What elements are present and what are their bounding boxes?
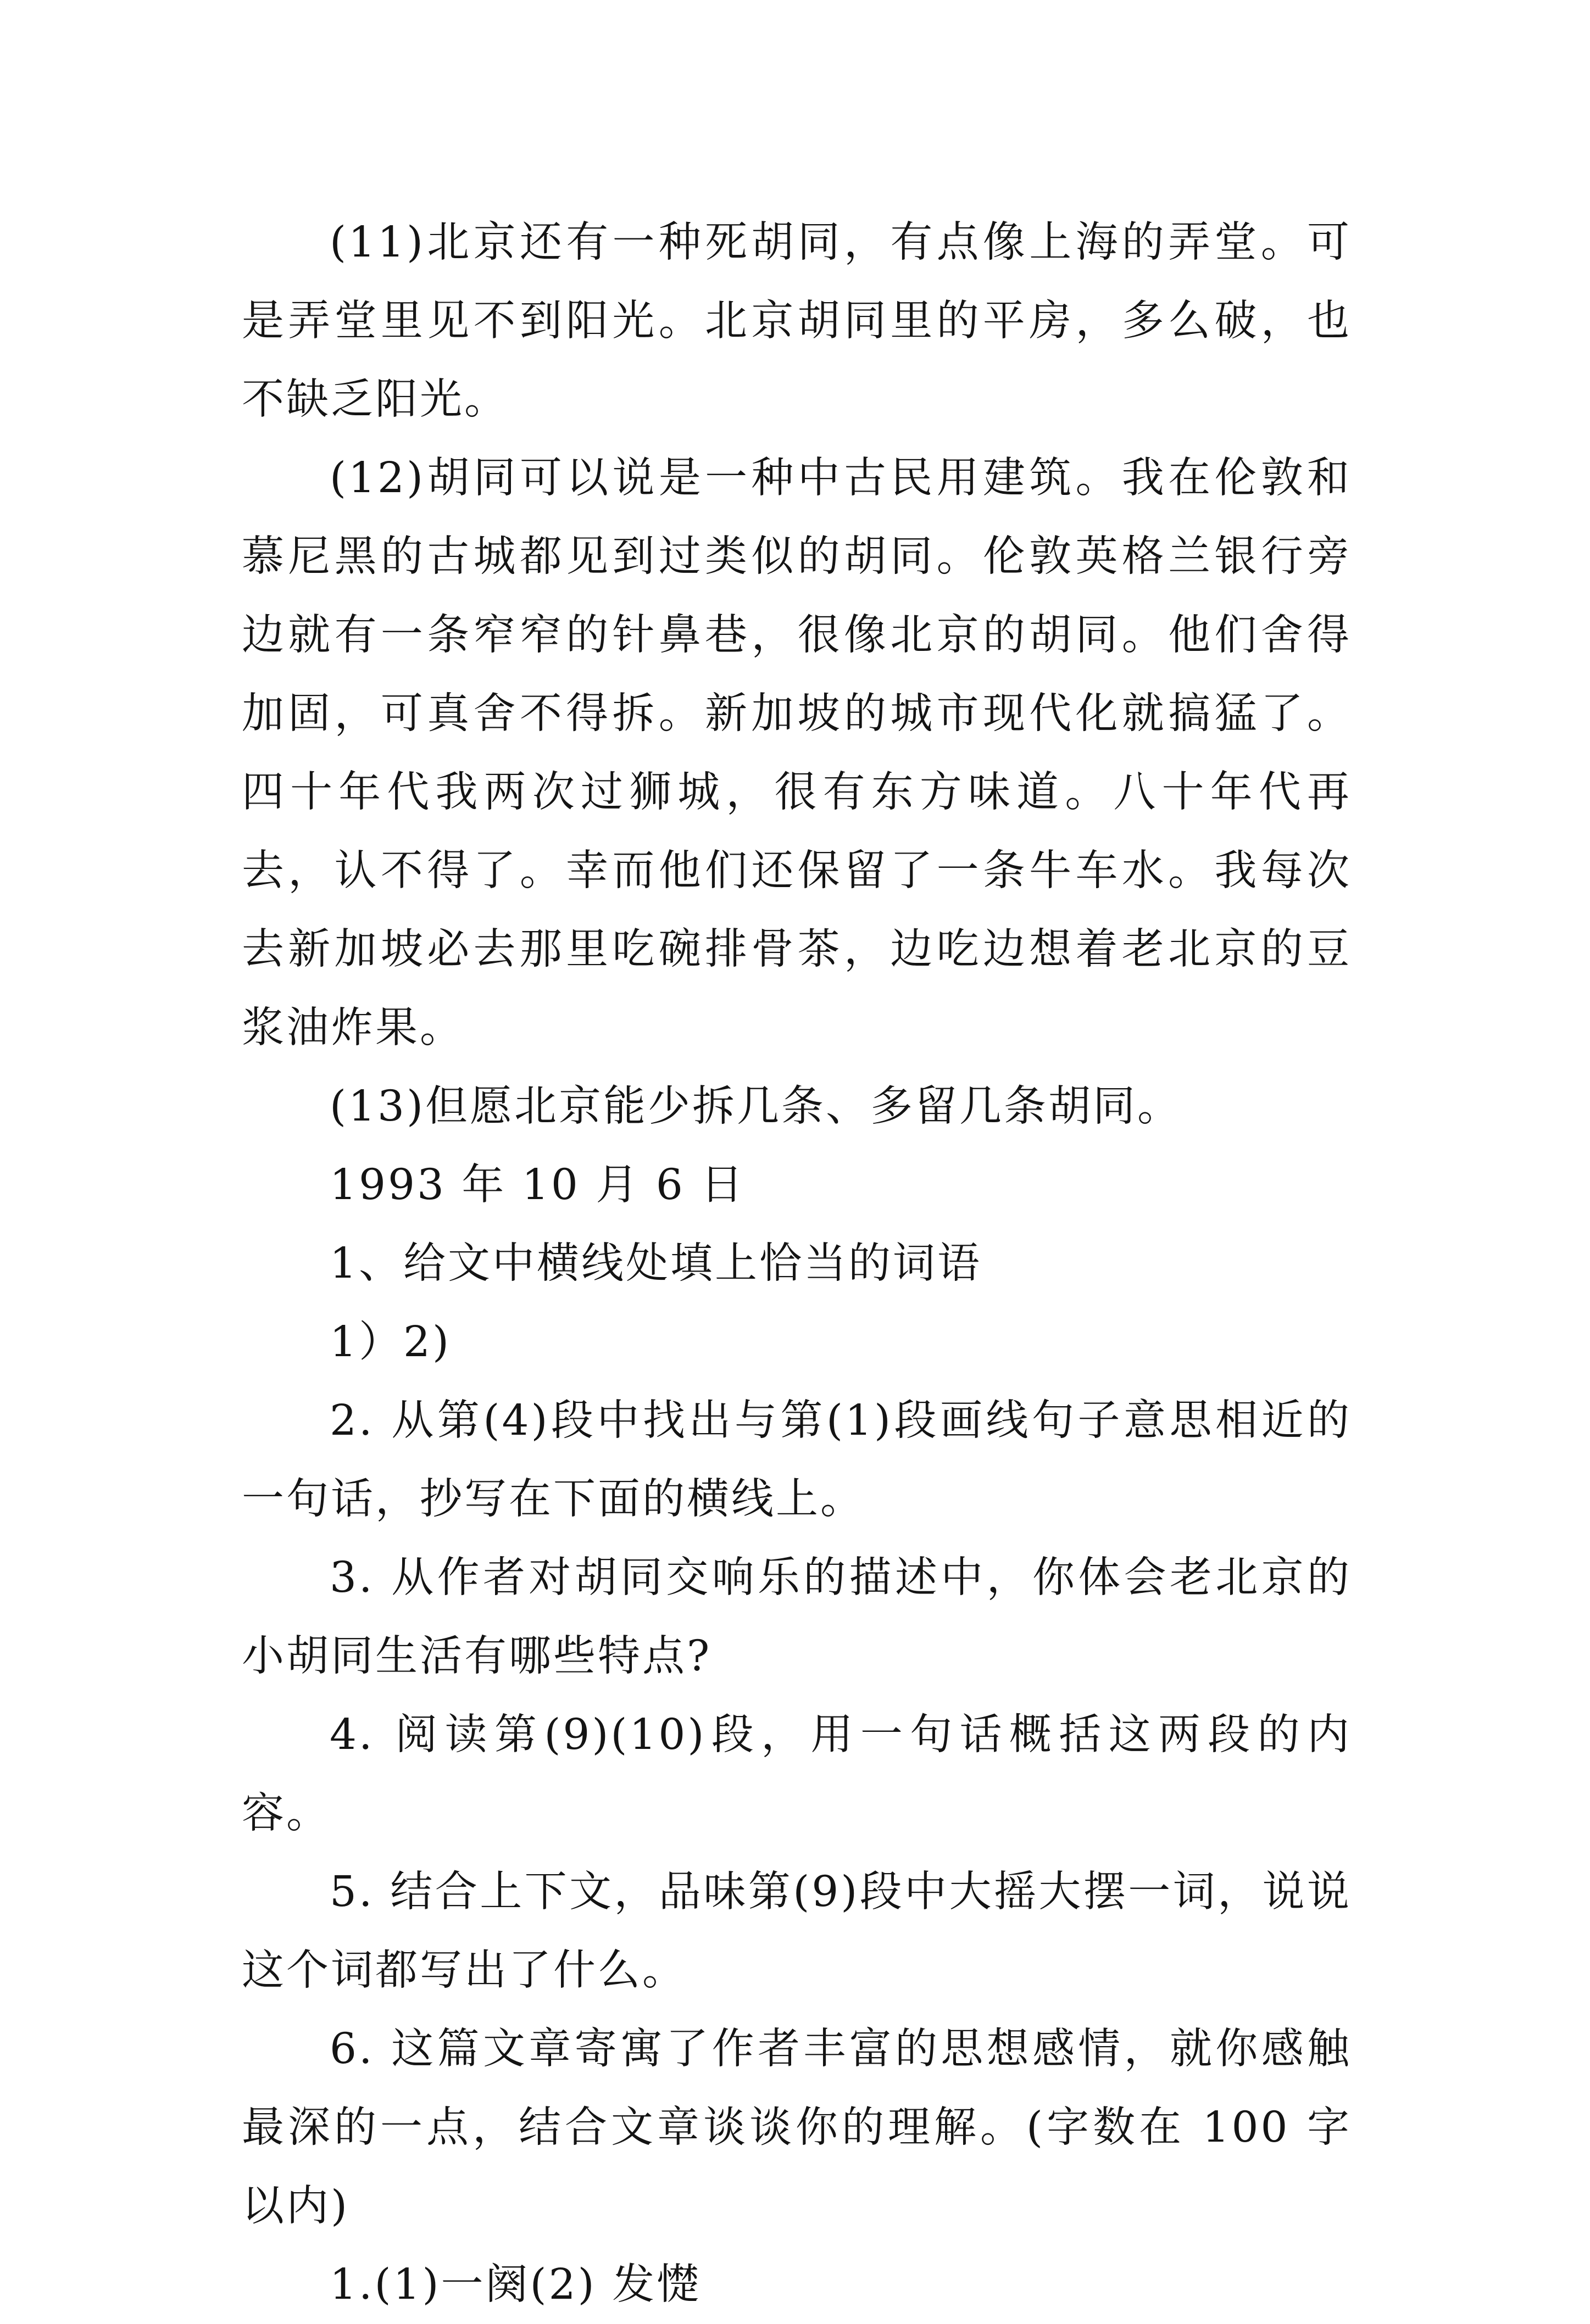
question-2: 2. 从第(4)段中找出与第(1)段画线句子意思相近的一句话，抄写在下面的横线上。 — [242, 1396, 1352, 1524]
question-4: 4. 阅读第(9)(10)段，用一句话概括这两段的内容。 — [242, 1710, 1352, 1838]
date-line: 1993 年 10 月 6 日 — [330, 1161, 746, 1210]
question-6: 6. 这篇文章寄寓了作者丰富的思想感情，就你感触最深的一点，结合文章谈谈你的理解。(字数在 100 字以内) — [242, 2025, 1352, 2231]
question-3: 3. 从作者对胡同交响乐的描述中，你体会老北京的小胡同生活有哪些特点? — [242, 1553, 1352, 1681]
paragraph-13: (13)但愿北京能少拆几条、多留几条胡同。 — [330, 1082, 1182, 1131]
document-body — [242, 203, 1352, 2324]
question-1-blanks: 1）2) — [330, 1318, 452, 1367]
paragraph-11: (11)北京还有一种死胡同，有点像上海的弄堂。可是弄堂里见不到阳光。北京胡同里的平房，多么破，也不缺乏阳光。 — [242, 218, 1352, 424]
answer-1: 1.(1)一阕(2) 发憷 — [330, 2260, 702, 2309]
question-5: 5. 结合上下文，品味第(9)段中大摇大摆一词，说说这个词都写出了什么。 — [242, 1868, 1352, 1995]
question-1: 1、给文中横线处填上恰当的词语 — [330, 1239, 982, 1288]
paragraph-12: (12)胡同可以说是一种中古民用建筑。我在伦敦和慕尼黑的古城都见到过类似的胡同。伦敦英格兰银行旁边就有一条窄窄的针鼻巷，很像北京的胡同。他们舍得加固，可真舍不得拆。新加坡的城市现代化就搞猛了。四十年代我两次过狮城，很有东方味道。八十年代再去，认不得了。幸而他们还保留了一条牛车水。我每次去新加坡必去那里吃碗排骨茶，边吃边想着老北京的豆浆油炸果。 — [242, 454, 1352, 1052]
